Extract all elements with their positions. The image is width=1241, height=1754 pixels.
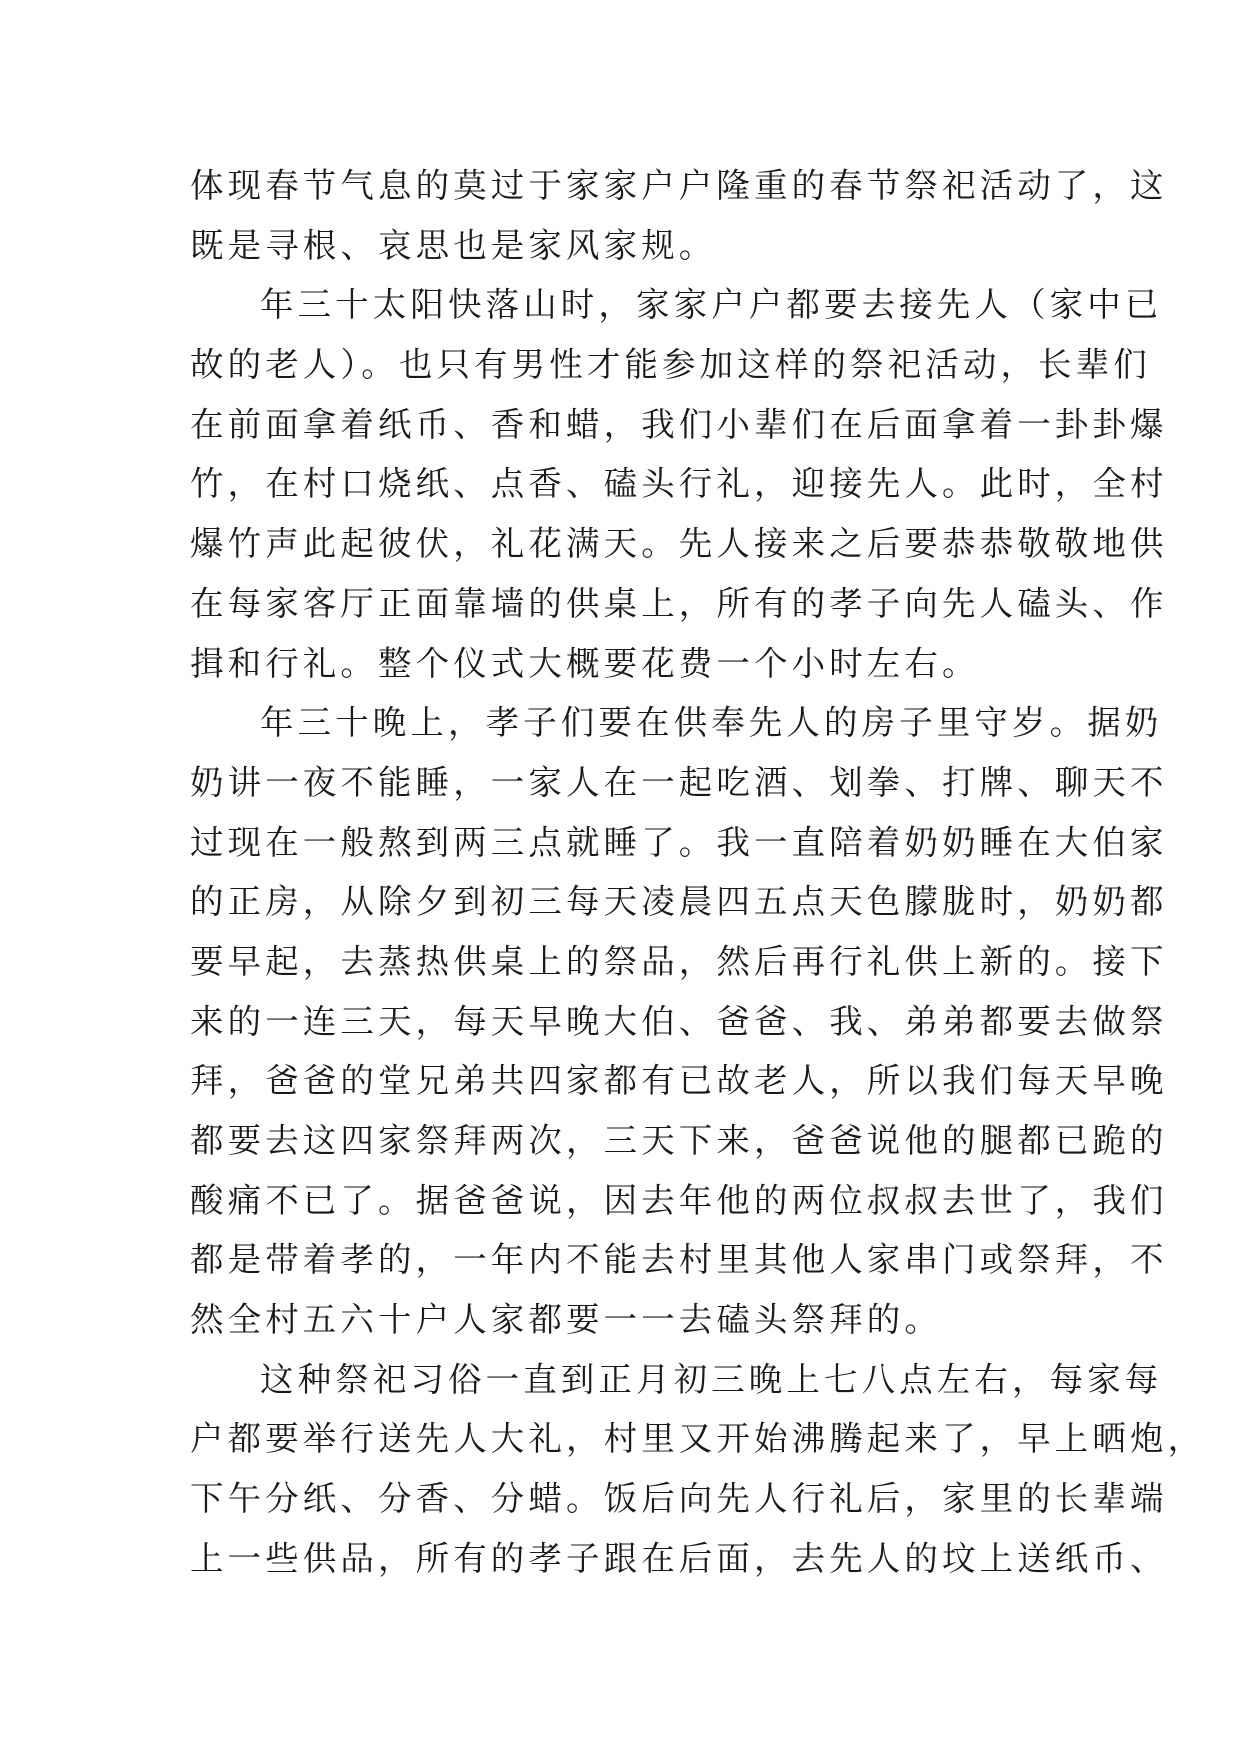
- text-line: 故的老人）。也只有男性才能参加这样的祭祀活动，长辈们: [190, 345, 1151, 385]
- text-line: 在前面拿着纸币、香和蜡，我们小辈们在后面拿着一卦卦爆: [190, 404, 1168, 444]
- text-line: 这种祭祀习俗一直到正月初三晚上七八点左右，每家每: [260, 1359, 1163, 1399]
- text-line: 竹，在村口烧纸、点香、磕头行礼，迎接先人。此时，全村: [190, 464, 1168, 504]
- text-line: 要早起，去蒸热供桌上的祭品，然后再行礼供上新的。接下: [190, 941, 1168, 981]
- text-line: 揖和行礼。整个仪式大概要花费一个小时左右。: [190, 643, 980, 683]
- text-line: 都是带着孝的，一年内不能去村里其他人家串门或祭拜，不: [190, 1240, 1168, 1280]
- text-line: 爆竹声此起彼伏，礼花满天。先人接来之后要恭恭敬敬地供: [190, 524, 1168, 564]
- paragraph: [190, 693, 1168, 1350]
- text-line: 都要去这四家祭拜两次，三天下来，爸爸说他的腿都已跪的: [190, 1121, 1168, 1160]
- text-line: 在每家客厅正面靠墙的供桌上，所有的孝子向先人磕头、作: [190, 583, 1168, 623]
- text-line: 来的一连三天，每天早晚大伯、爸爸、我、弟弟都要去做祭: [190, 1001, 1168, 1041]
- text-line: 酸痛不已了。据爸爸说，因去年他的两位叔叔去世了，我们: [190, 1180, 1168, 1220]
- text-line: 上一些供品，所有的孝子跟在后面，去先人的坟上送纸币、: [190, 1538, 1168, 1578]
- document-body: [190, 156, 1206, 1589]
- text-line: 年三十晚上，孝子们要在供奉先人的房子里守岁。据奶: [260, 703, 1163, 743]
- text-line: 过现在一般熬到两三点就睡了。我一直陪着奶奶睡在大伯家: [190, 822, 1168, 862]
- text-line: 然全村五六十户人家都要一一去磕头祭拜的。: [190, 1300, 942, 1340]
- text-line: 年三十太阳快落山时，家家户户都要去接先人（家中已: [260, 285, 1163, 325]
- text-line: 下午分纸、分香、分蜡。饭后向先人行礼后，家里的长辈端: [190, 1479, 1168, 1519]
- text-line: 的正房，从除夕到初三每天凌晨四五点天色朦胧时，奶奶都: [190, 882, 1168, 922]
- paragraph: [190, 1350, 1206, 1589]
- paragraph: [190, 156, 1168, 275]
- paragraph: [190, 275, 1168, 693]
- text-line: 拜，爸爸的堂兄弟共四家都有已故老人，所以我们每天早晚: [190, 1061, 1168, 1101]
- text-line: 体现春节气息的莫过于家家户户隆重的春节祭祀活动了，这: [190, 166, 1168, 205]
- text-line: 既是寻根、哀思也是家风家规。: [190, 225, 717, 265]
- text-line: 奶讲一夜不能睡，一家人在一起吃酒、划拳、打牌、聊天不: [190, 762, 1168, 802]
- text-line: 户都要举行送先人大礼，村里又开始沸腾起来了，早上晒炮，: [190, 1419, 1206, 1459]
